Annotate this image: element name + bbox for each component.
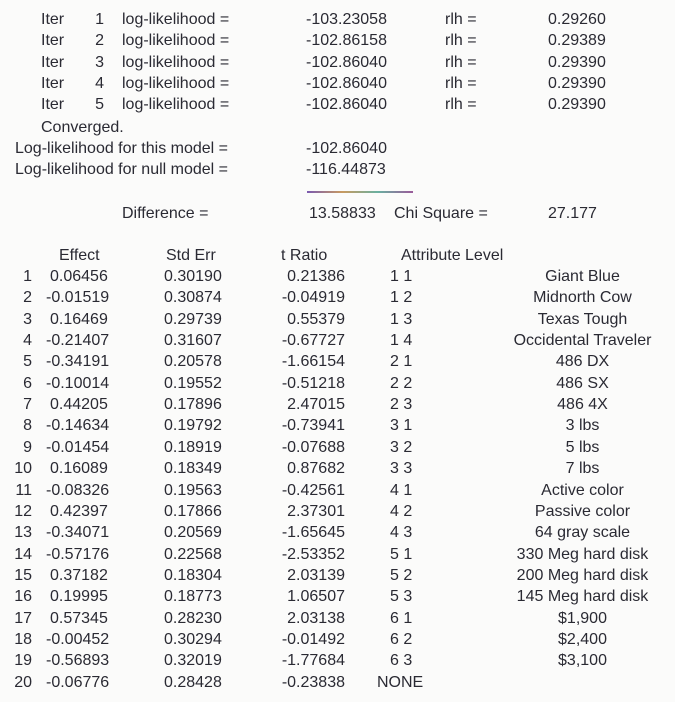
tratio-value: 2.47015: [287, 396, 345, 414]
iter-number: 2: [95, 32, 104, 50]
row-number: 10: [14, 460, 32, 478]
iter-metric-label: log-likelihood =: [122, 96, 230, 114]
row-number: 14: [14, 545, 32, 563]
stderr-value: 0.20569: [164, 524, 222, 542]
attribute-level-code: 3 1: [390, 417, 413, 435]
stderr-value: 0.28230: [164, 609, 222, 627]
tratio-value: 2.37301: [287, 502, 345, 520]
row-number: 11: [15, 481, 32, 499]
header-stderr: Std Err: [166, 247, 216, 264]
effect-value: -0.10014: [46, 374, 110, 392]
effect-value: 0.44205: [50, 396, 108, 414]
row-number: 2: [23, 289, 32, 307]
attribute-level-code: NONE: [377, 673, 424, 691]
iter-rlh-value: 0.29390: [548, 53, 606, 71]
difference-label: Difference =: [122, 205, 209, 222]
model-ll-label: Log-likelihood for this model =: [15, 140, 229, 157]
attribute-level-code: 4 1: [390, 481, 413, 499]
iter-ll-value: -102.86040: [306, 74, 387, 92]
row-number: 6: [23, 374, 32, 392]
attribute-level-code: 6 1: [390, 609, 413, 627]
effect-value: -0.57176: [46, 545, 110, 563]
effect-value: -0.56893: [46, 652, 110, 670]
null-ll-value: -116.44873: [306, 161, 386, 178]
tratio-value: -0.01492: [281, 630, 345, 648]
row-number: 19: [14, 652, 32, 670]
attribute-level-name: 486 SX: [556, 374, 609, 392]
stderr-value: 0.18919: [164, 438, 222, 456]
effect-value: -0.34191: [46, 353, 110, 371]
stderr-value: 0.29739: [164, 310, 222, 328]
iter-rlh-value: 0.29390: [548, 74, 606, 92]
stderr-value: 0.19552: [164, 374, 222, 392]
effect-value: 0.19995: [50, 588, 108, 606]
attribute-level-name: 200 Meg hard disk: [516, 566, 649, 584]
iter-rlh-value: 0.29390: [548, 96, 606, 114]
effect-value: -0.00452: [46, 630, 110, 648]
stderr-value: 0.30294: [164, 630, 222, 648]
tratio-value: -1.66154: [281, 353, 345, 371]
attribute-level-code: 3 3: [390, 460, 413, 478]
iter-rlh-value: 0.29389: [548, 32, 606, 50]
converged-text: Converged.: [41, 119, 124, 136]
stderr-value: 0.28428: [164, 673, 222, 691]
stderr-value: 0.20578: [164, 353, 222, 371]
header-tratio: t Ratio: [281, 247, 328, 264]
tratio-value: -1.65645: [281, 524, 345, 542]
tratio-value: -1.77684: [281, 652, 345, 670]
tratio-value: -0.23838: [281, 673, 345, 691]
iter-label: Iter: [41, 11, 65, 28]
attribute-level-name: $3,100: [558, 652, 607, 670]
stderr-value: 0.30874: [164, 289, 222, 307]
row-number: 18: [14, 630, 32, 648]
effect-value: 0.16089: [50, 460, 108, 478]
attribute-level-name: Midnorth Cow: [533, 289, 632, 307]
effect-value: -0.21407: [46, 332, 110, 350]
tratio-value: -0.67727: [281, 332, 345, 350]
header-attribute-level: Attribute Level: [401, 247, 504, 264]
row-number: 12: [14, 502, 32, 520]
attribute-level-name: Texas Tough: [537, 310, 628, 328]
iter-metric-label: log-likelihood =: [122, 74, 230, 92]
row-number: 20: [14, 673, 32, 691]
iter-ll-value: -102.86040: [306, 53, 387, 71]
stderr-value: 0.17866: [164, 502, 222, 520]
tratio-value: 0.21386: [287, 268, 345, 285]
iter-rlh-label: rlh =: [445, 53, 477, 71]
header-effect: Effect: [59, 247, 100, 264]
tratio-value: 0.87682: [287, 460, 345, 478]
iter-rlh-value: 0.29260: [548, 11, 606, 28]
iter-number: 5: [95, 96, 104, 114]
stderr-value: 0.22568: [164, 545, 222, 563]
effect-value: -0.01519: [46, 289, 110, 307]
tratio-value: 0.55379: [287, 310, 345, 328]
row-number: 15: [14, 566, 32, 584]
tratio-value: 1.06507: [287, 588, 345, 606]
sum-rule: [307, 191, 413, 193]
stderr-value: 0.18349: [164, 460, 222, 478]
tratio-value: -2.53352: [281, 545, 345, 563]
iter-number: 1: [95, 11, 104, 28]
effect-value: 0.42397: [50, 502, 108, 520]
attribute-level-code: 6 3: [390, 652, 413, 670]
iter-metric-label: log-likelihood =: [122, 11, 230, 28]
row-number: 1: [23, 268, 32, 285]
iter-rlh-label: rlh =: [445, 96, 477, 114]
attribute-level-name: 64 gray scale: [534, 524, 631, 542]
attribute-level-name: 145 Meg hard disk: [516, 588, 649, 606]
attribute-level-name: Active color: [541, 481, 624, 499]
attribute-level-code: 4 3: [390, 524, 413, 542]
attribute-level-code: 1 1: [390, 268, 413, 285]
attribute-level-name: 7 lbs: [565, 460, 600, 478]
iter-metric-label: log-likelihood =: [122, 53, 230, 71]
effect-value: -0.14634: [46, 417, 110, 435]
stderr-value: 0.19563: [164, 481, 222, 499]
effect-value: -0.08326: [46, 481, 110, 499]
row-number: 3: [23, 310, 32, 328]
iter-number: 4: [95, 74, 104, 92]
attribute-level-code: 4 2: [390, 502, 413, 520]
iter-label: Iter: [41, 74, 65, 92]
tratio-value: -0.42561: [281, 481, 345, 499]
iter-ll-value: -103.23058: [306, 11, 387, 28]
stderr-value: 0.18773: [164, 588, 222, 606]
attribute-level-code: 2 3: [390, 396, 413, 414]
row-number: 13: [14, 524, 32, 542]
row-number: 9: [23, 438, 32, 456]
effect-value: 0.57345: [50, 609, 108, 627]
iter-label: Iter: [41, 53, 65, 71]
tratio-value: -0.73941: [281, 417, 345, 435]
effect-value: -0.06776: [46, 673, 110, 691]
stderr-value: 0.19792: [164, 417, 222, 435]
stderr-value: 0.30190: [164, 268, 222, 285]
effect-value: -0.34071: [46, 524, 110, 542]
iter-metric-label: log-likelihood =: [122, 32, 230, 50]
attribute-level-code: 5 2: [390, 566, 413, 584]
attribute-level-name: 486 4X: [557, 396, 608, 414]
iter-ll-value: -102.86040: [306, 96, 387, 114]
attribute-level-name: Passive color: [534, 502, 631, 520]
row-number: 16: [14, 588, 32, 606]
effect-value: 0.06456: [50, 268, 108, 285]
tratio-value: 2.03139: [287, 566, 345, 584]
effect-value: 0.37182: [50, 566, 108, 584]
iter-ll-value: -102.86158: [306, 32, 387, 50]
attribute-level-name: Giant Blue: [545, 268, 620, 285]
attribute-level-code: 1 3: [390, 310, 413, 328]
row-number: 8: [23, 417, 32, 435]
attribute-level-code: 2 2: [390, 374, 413, 392]
difference-value: 13.58833: [309, 205, 376, 222]
row-number: 17: [14, 609, 32, 627]
model-ll-value: -102.86040: [306, 140, 387, 157]
tratio-value: -0.07688: [281, 438, 345, 456]
attribute-level-name: $2,400: [558, 630, 607, 648]
attribute-level-code: 3 2: [390, 438, 413, 456]
iter-rlh-label: rlh =: [445, 74, 477, 92]
attribute-level-code: 5 1: [390, 545, 413, 563]
attribute-level-name: $1,900: [558, 609, 607, 627]
attribute-level-code: 2 1: [390, 353, 413, 371]
iter-label: Iter: [41, 32, 65, 50]
effect-value: 0.16469: [50, 310, 108, 328]
attribute-level-name: Occidental Traveler: [513, 332, 652, 350]
row-number: 7: [23, 396, 32, 414]
attribute-level-name: 486 DX: [555, 353, 610, 371]
tratio-value: 2.03138: [287, 609, 345, 627]
stderr-value: 0.31607: [164, 332, 222, 350]
attribute-level-name: 3 lbs: [565, 417, 600, 435]
iter-rlh-label: rlh =: [445, 11, 477, 28]
attribute-level-name: 5 lbs: [565, 438, 600, 456]
row-number: 4: [23, 332, 32, 350]
null-ll-label: Log-likelihood for null model =: [15, 161, 229, 178]
iter-number: 3: [95, 53, 104, 71]
attribute-level-code: 6 2: [390, 630, 413, 648]
tratio-value: -0.51218: [281, 374, 345, 392]
chi-square-value: 27.177: [548, 205, 597, 222]
iter-rlh-label: rlh =: [445, 32, 477, 50]
attribute-level-name: 330 Meg hard disk: [516, 545, 649, 563]
tratio-value: -0.04919: [281, 289, 345, 307]
stderr-value: 0.32019: [164, 652, 222, 670]
attribute-level-code: 1 2: [390, 289, 413, 307]
attribute-level-code: 5 3: [390, 588, 413, 606]
stderr-value: 0.17896: [164, 396, 222, 414]
attribute-level-code: 1 4: [390, 332, 413, 350]
iter-label: Iter: [41, 96, 65, 114]
chi-square-label: Chi Square =: [394, 205, 488, 222]
effect-value: -0.01454: [46, 438, 110, 456]
stderr-value: 0.18304: [164, 566, 222, 584]
row-number: 5: [23, 353, 32, 371]
